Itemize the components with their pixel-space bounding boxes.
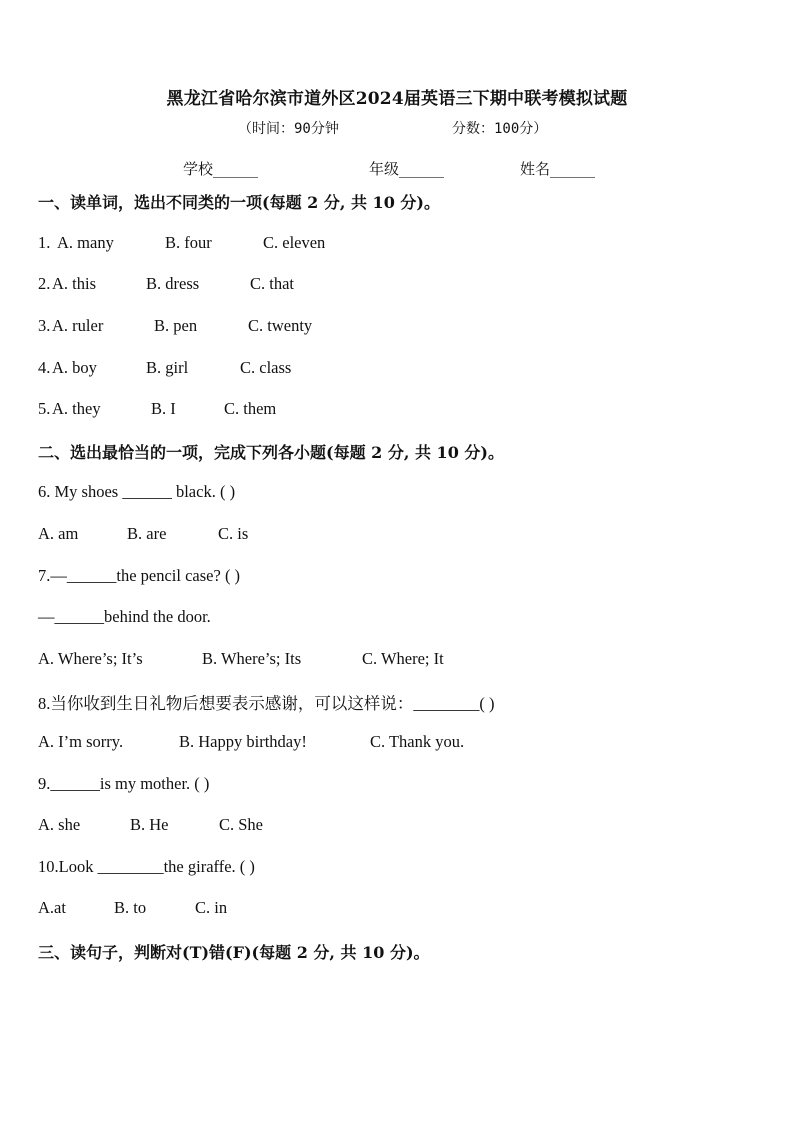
question-text: 8.当你收到生日礼物后想要表示感谢，可以这样说：________( ) bbox=[38, 694, 495, 713]
option-b: B. dress bbox=[146, 274, 200, 293]
question-row bbox=[38, 274, 294, 294]
question-text: 9.______is my mother. ( ) bbox=[38, 774, 210, 793]
question-row bbox=[38, 233, 326, 253]
option-a: A. am bbox=[38, 524, 79, 543]
option-c: C. that bbox=[250, 274, 294, 293]
option-c: C. Thank you. bbox=[370, 732, 465, 751]
options-row bbox=[38, 815, 264, 835]
option-b: B. are bbox=[127, 524, 167, 543]
question-number: 4. bbox=[38, 358, 51, 377]
option-a: A. they bbox=[52, 399, 101, 418]
question-text: 6. My shoes ______ black. ( ) bbox=[38, 482, 236, 501]
option-a: A.at bbox=[38, 898, 66, 917]
options-row bbox=[38, 898, 228, 918]
question-row bbox=[38, 358, 292, 378]
options-row bbox=[38, 732, 465, 752]
question-text: 7.—______the pencil case? ( ) bbox=[38, 566, 241, 585]
exam-score: 分数：100分） bbox=[452, 121, 548, 137]
section-heading: 一、读单词，选出不同类的一项(每题 2 分, 共 10 分)。 bbox=[38, 193, 440, 212]
option-b: B. He bbox=[130, 815, 169, 834]
option-c: C. twenty bbox=[248, 316, 313, 335]
question-number: 5. bbox=[38, 399, 51, 418]
question-number: 3. bbox=[38, 316, 51, 335]
option-c: C. eleven bbox=[263, 233, 326, 252]
option-b: B. to bbox=[114, 898, 147, 917]
options-row bbox=[38, 524, 249, 544]
options-row bbox=[38, 649, 444, 669]
name-field: 姓名______ bbox=[520, 160, 596, 178]
option-c: C. class bbox=[240, 358, 292, 377]
option-c: C. is bbox=[218, 524, 249, 543]
option-b: B. pen bbox=[154, 316, 198, 335]
option-c: C. in bbox=[195, 898, 228, 917]
option-c: C. She bbox=[219, 815, 264, 834]
option-b: B. Happy birthday! bbox=[179, 732, 307, 751]
school-field: 学校______ bbox=[183, 160, 259, 178]
option-b: B. Where’s; Its bbox=[202, 649, 302, 668]
question-row bbox=[38, 399, 277, 419]
option-a: A. many bbox=[57, 233, 114, 252]
question-text: 10.Look ________the giraffe. ( ) bbox=[38, 857, 255, 876]
option-a: A. boy bbox=[52, 358, 97, 377]
option-a: A. ruler bbox=[52, 316, 104, 335]
grade-field: 年级______ bbox=[369, 160, 445, 178]
question-row bbox=[38, 316, 313, 336]
option-c: C. Where; It bbox=[362, 649, 444, 668]
option-b: B. four bbox=[165, 233, 212, 252]
option-a: A. this bbox=[52, 274, 97, 293]
question-text: —______behind the door. bbox=[38, 607, 211, 626]
option-b: B. girl bbox=[146, 358, 189, 377]
page-title: 黑龙江省哈尔滨市道外区2024届英语三下期中联考模拟试题 bbox=[166, 89, 628, 109]
section-heading: 二、选出最恰当的一项，完成下列各小题(每题 2 分, 共 10 分)。 bbox=[38, 443, 504, 462]
option-a: A. I’m sorry. bbox=[38, 732, 124, 751]
exam-time: （时间：90分钟 bbox=[238, 121, 339, 137]
option-a: A. she bbox=[38, 815, 81, 834]
option-b: B. I bbox=[151, 399, 176, 418]
section-heading: 三、读句子，判断对(T)错(F)(每题 2 分, 共 10 分)。 bbox=[38, 943, 430, 962]
option-a: A. Where’s; It’s bbox=[38, 649, 143, 668]
question-number: 1. bbox=[38, 233, 51, 252]
question-number: 2. bbox=[38, 274, 51, 293]
option-c: C. them bbox=[224, 399, 277, 418]
